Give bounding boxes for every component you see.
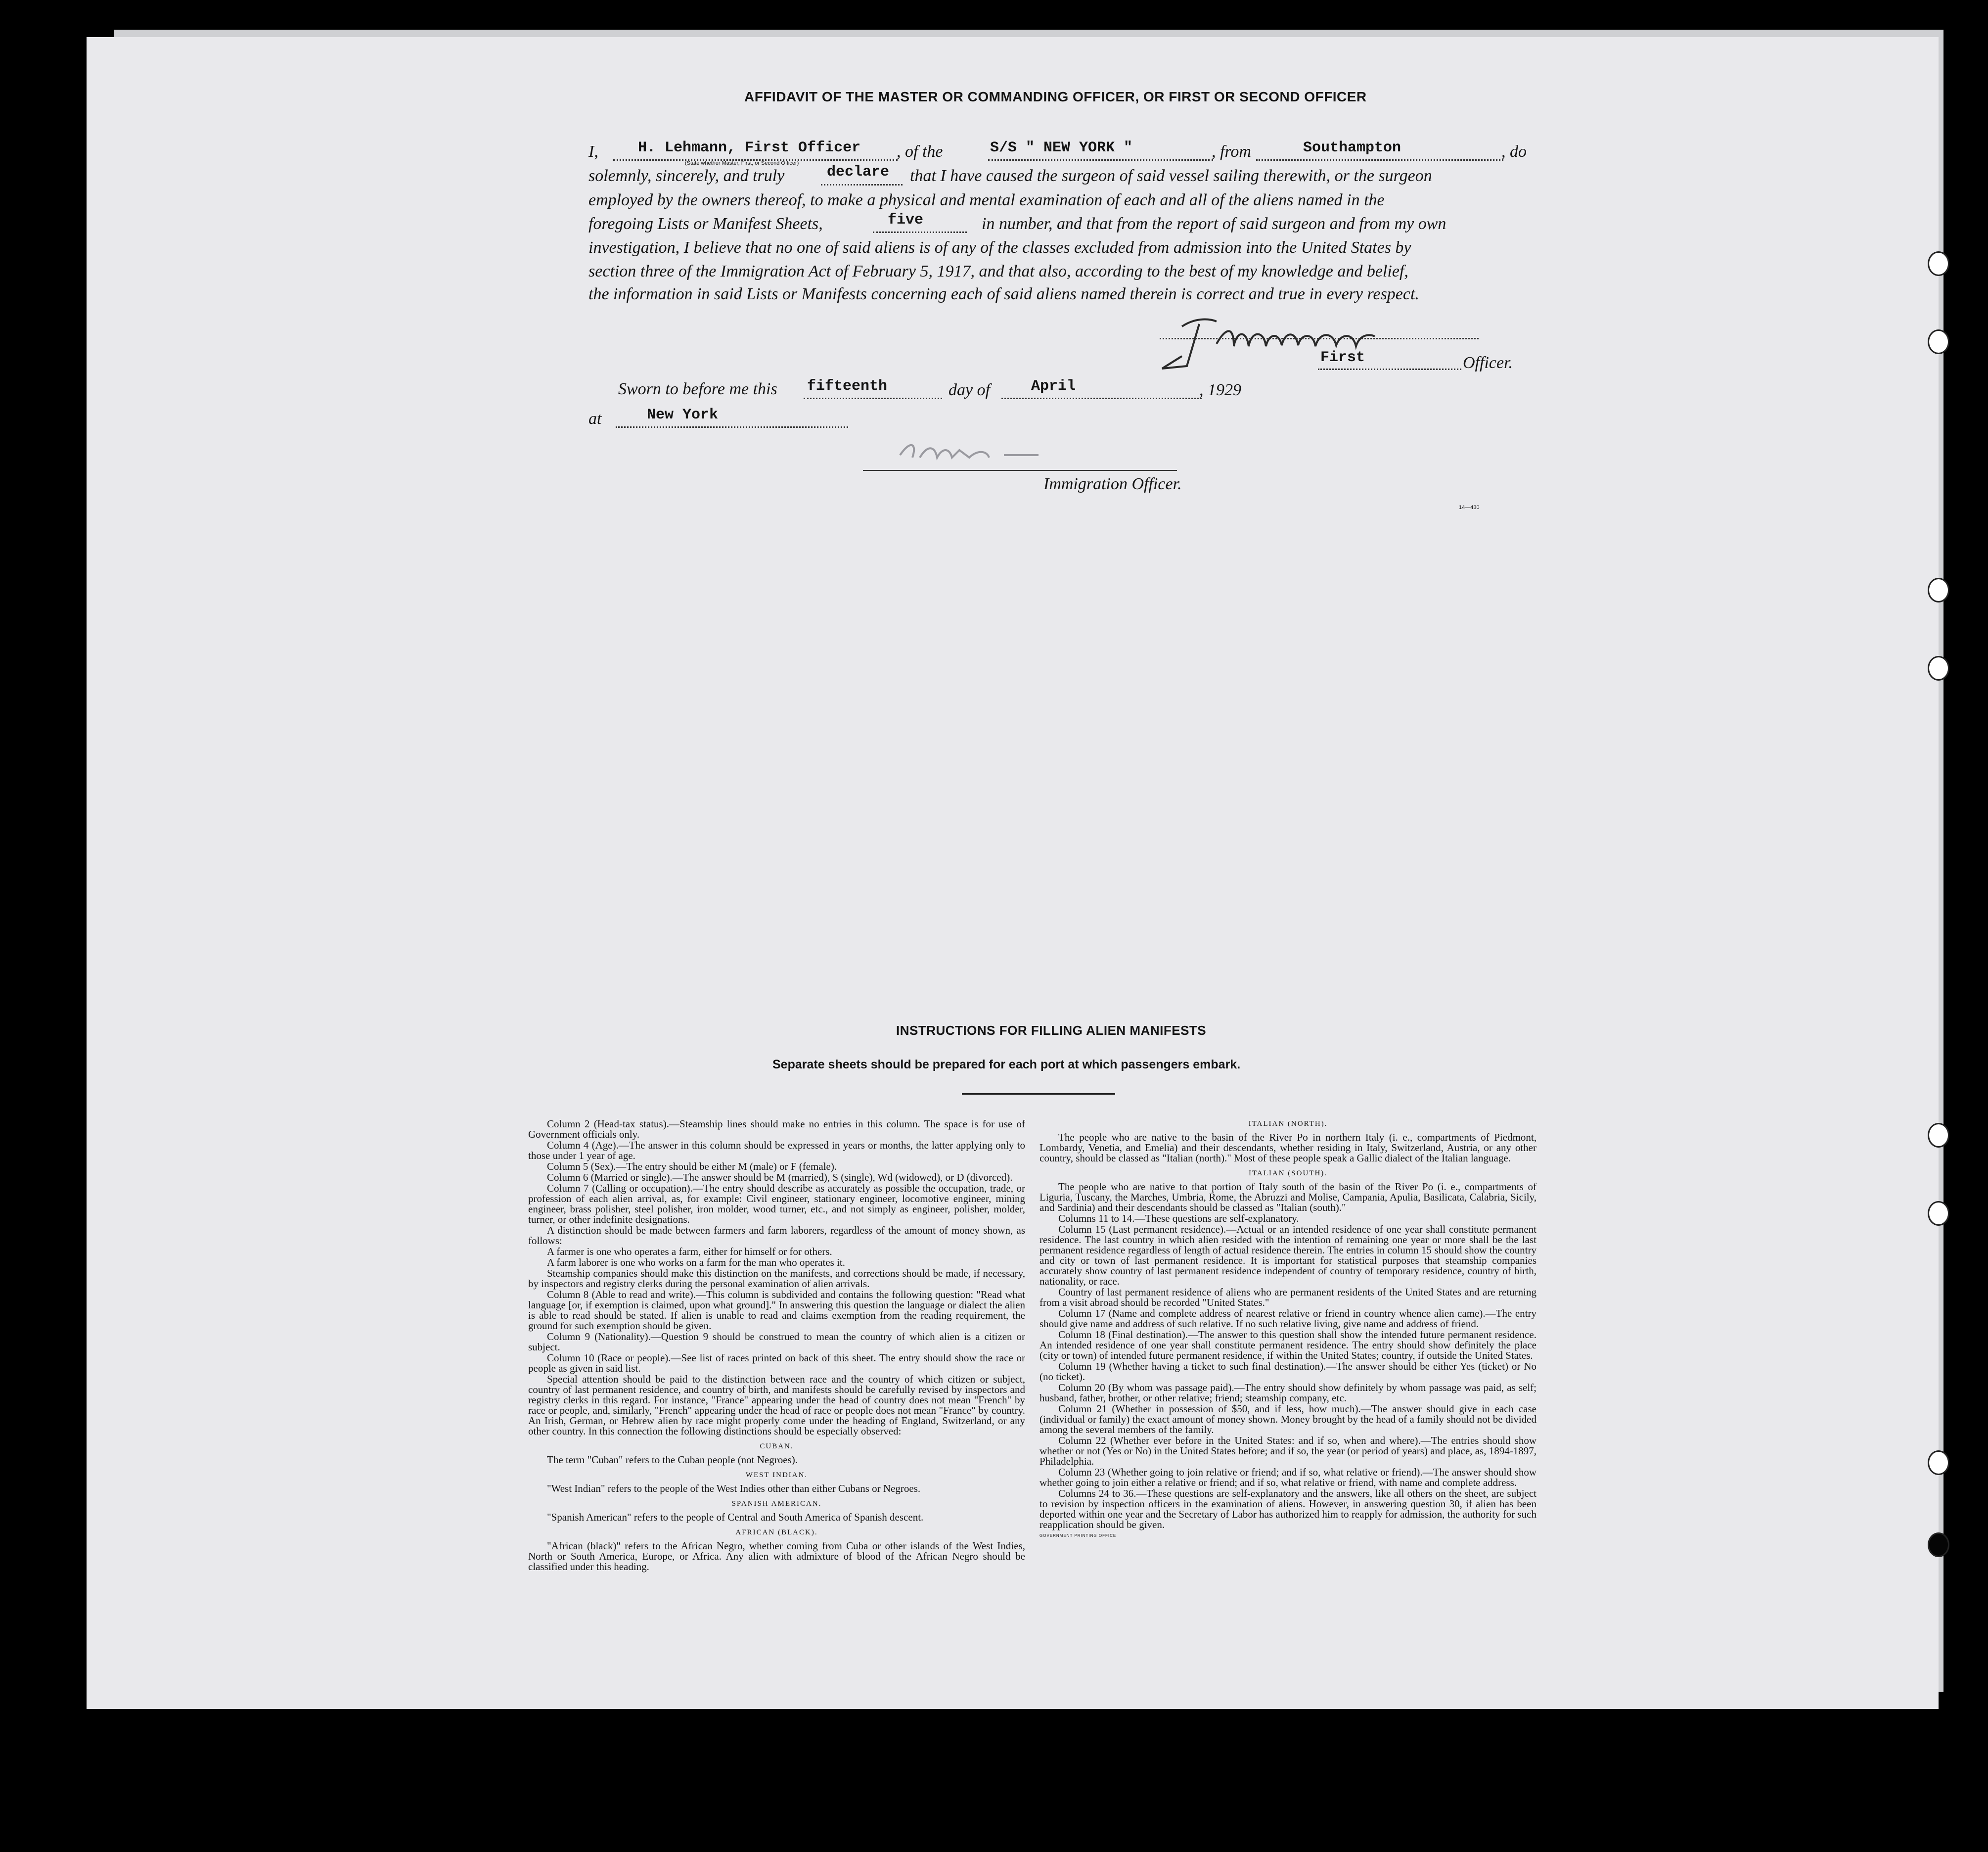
port-line bbox=[1256, 159, 1503, 161]
immigration-officer-signature bbox=[890, 435, 1068, 470]
officer-name: H. Lehmann, First Officer bbox=[638, 139, 861, 156]
instruction-paragraph: A farmer is one who operates a farm, either for himself or for others. bbox=[547, 1246, 832, 1257]
declare-line bbox=[821, 184, 903, 185]
instructions-left-column bbox=[528, 1119, 1025, 1573]
printer-mark: GOVERNMENT PRINTING OFFICE bbox=[1039, 1533, 1117, 1538]
affidavit-i: I, bbox=[588, 142, 598, 161]
punch-hole-icon bbox=[1928, 656, 1949, 681]
instruction-paragraph: Column 8 (Able to read and write).—This column is subdivided and contains the following question: "Read what language [or, if exemption is claimed, upon what ground]." In answering this question the language or dialect the alien is able to read should be stated. If alien is unable to read and claims exemption from the reading requirement, the ground for such exemption should be given. bbox=[528, 1289, 1025, 1332]
instruction-paragraph: The people who are native to the basin of the River Po in northern Italy (i. e., compartments of Piedmont, Lombardy, Venetia, and Emelia) and their descendants, whether residing in Italy, Switzerland, Austria, or any other country, should be classed as "Italian (north)." Most of these people speak a Gallic dialect of the Italian language. bbox=[1039, 1131, 1536, 1164]
ship-name-line bbox=[988, 159, 1213, 161]
sworn-year: , 1929 bbox=[1199, 381, 1241, 399]
instruction-paragraph: The people who are native to that portion of Italy south of the basin of the River Po (i. e., compartments of Liguria, Tuscany, the Marches, Umbria, Rome, the Abruzzi and Molise, Campania, Apulia, Basilicata, Calabria, Sicily, and Sardinia) and their descendants should be classed as "Italian (south)." bbox=[1039, 1181, 1536, 1213]
affidavit-line5: investigation, I believe that no one of said aliens is of any of the classes excluded from admission into the United States by bbox=[588, 238, 1411, 257]
instruction-paragraph: Columns 24 to 36.—These questions are self-explanatory and the answers, like all others on the sheet, are subject to revision by inspection officers in the examination of aliens. However, in answering question 30, if alien has been deported within one year and the Secretary of Labor has authorized him to reapply for admission, the authority for such reapplication should be given. bbox=[1039, 1487, 1536, 1530]
instruction-paragraph: The term "Cuban" refers to the Cuban people (not Negroes). bbox=[547, 1454, 798, 1466]
punch-hole-icon bbox=[1928, 1532, 1949, 1557]
instruction-paragraph: Column 20 (By whom was passage paid).—The entry should show definitely by whom passage was paid, as self; husband, father, brother, or other relative; friend; steamship company, etc. bbox=[1039, 1382, 1536, 1404]
officer-rank: First bbox=[1320, 349, 1365, 366]
instruction-paragraph: Columns 11 to 14.—These questions are self-explanatory. bbox=[1058, 1212, 1299, 1224]
instruction-paragraph: Column 5 (Sex).—The entry should be either M (male) or F (female). bbox=[547, 1160, 837, 1172]
instructions-subtitle: Separate sheets should be prepared for each port at which passengers embark. bbox=[772, 1058, 1241, 1071]
instruction-paragraph: "Spanish American" refers to the people of Central and South America of Spanish descent. bbox=[547, 1511, 924, 1523]
instruction-paragraph: Column 2 (Head-tax status).—Steamship lines should make no entries in this column. The space is for use of Government officials only. bbox=[528, 1118, 1025, 1140]
sheets-line bbox=[873, 232, 967, 233]
immigration-officer-line bbox=[863, 470, 1177, 471]
declare-word: declare bbox=[827, 164, 890, 181]
instructions-right-column bbox=[1039, 1119, 1536, 1541]
officer-signature-line bbox=[1160, 338, 1479, 339]
affidavit-line4-start: foregoing Lists or Manifest Sheets, bbox=[588, 215, 823, 233]
sworn-day: fifteenth bbox=[807, 378, 888, 395]
punch-hole-icon bbox=[1928, 329, 1949, 354]
instruction-paragraph: Column 9 (Nationality).—Question 9 should be construed to mean the country of which alien is a citizen or subject. bbox=[528, 1331, 1025, 1353]
at-label: at bbox=[588, 410, 602, 428]
instruction-paragraph: Column 10 (Race or people).—See list of races printed on back of this sheet. The entry should show the race or people as given in said list. bbox=[528, 1352, 1025, 1374]
instruction-paragraph: Country of last permanent residence of aliens who are permanent residents of the United States and are returning from a visit abroad should be recorded "United States." bbox=[1039, 1286, 1536, 1308]
affidavit-line4-rest: in number, and that from the report of said surgeon and from my own bbox=[982, 215, 1446, 233]
instruction-paragraph: "African (black)" refers to the African Negro, whether coming from Cuba or other islands of the West Indies, North or South America, Europe, or Africa. Any alien with admixture of blood of the African Negro should be classified under this heading. bbox=[528, 1540, 1025, 1573]
instruction-paragraph: Column 21 (Whether in possession of $50, and if less, how much).—The answer should give in each case (individual or family) the exact amount of money shown. Money brought by the head of a family should not be divided among the several members of the family. bbox=[1039, 1403, 1536, 1435]
affidavit-title: AFFIDAVIT OF THE MASTER OR COMMANDING OFFICER, OR FIRST OR SECOND OFFICER bbox=[744, 89, 1367, 104]
instruction-paragraph: Special attention should be paid to the distinction between race and the country of which citizen or subject, country of last permanent residence, and country of birth, and manifests should be carefully revised by inspectors and registry clerks in this regard. For instance, "France" appearing under the head of country does not mean "French" by race or people, and, similarly, "French" appearing under the head of race or people does not mean "France" by country. An Irish, German, or Hebrew alien by race might properly come under the heading of England, Switzerland, or any other country. In this connection the following distinctions should be especially observed: bbox=[528, 1373, 1025, 1437]
punch-hole-icon bbox=[1928, 251, 1949, 276]
affidavit-line2-rest: that I have caused the surgeon of said vessel sailing therewith, or the surgeon bbox=[910, 167, 1432, 185]
form-number: 14—430 bbox=[1459, 505, 1480, 510]
departure-port: Southampton bbox=[1303, 139, 1401, 156]
caption-west-indian: WEST INDIAN. bbox=[745, 1471, 808, 1479]
affidavit-line3: employed by the owners thereof, to make a physical and mental examination of each and all of the aliens named in the bbox=[588, 191, 1385, 209]
caption-cuban: CUBAN. bbox=[760, 1442, 794, 1450]
sworn-day-line bbox=[804, 398, 942, 399]
sworn-place-line bbox=[616, 426, 848, 428]
instructions-title: INSTRUCTIONS FOR FILLING ALIEN MANIFESTS bbox=[896, 1023, 1207, 1038]
instruction-paragraph: Column 4 (Age).—The answer in this column should be expressed in years or months, the latter applying only to those under 1 year of age. bbox=[528, 1139, 1025, 1161]
affidavit-line2-start: solemnly, sincerely, and truly bbox=[588, 167, 785, 185]
affidavit-line6: section three of the Immigration Act of February 5, 1917, and that also, according to the best of my knowledge and belief, bbox=[588, 262, 1408, 280]
sheet-count: five bbox=[888, 212, 924, 229]
officer-signature bbox=[1152, 307, 1429, 376]
instruction-paragraph: "West Indian" refers to the people of the West Indies other than either Cubans or Negroes. bbox=[547, 1482, 921, 1494]
caption-african: AFRICAN (BLACK). bbox=[735, 1528, 818, 1536]
sworn-month: April bbox=[1031, 378, 1076, 395]
immigration-officer-label: Immigration Officer. bbox=[1043, 475, 1182, 493]
sworn-place: New York bbox=[647, 407, 719, 423]
instruction-paragraph: Column 6 (Married or single).—The answer should be M (married), S (single), Wd (widowed), or D (divorced). bbox=[547, 1171, 1013, 1183]
caption-italian-south: ITALIAN (SOUTH). bbox=[1248, 1169, 1328, 1177]
affidavit-of-the: , of the bbox=[897, 142, 943, 161]
affidavit-do: , do bbox=[1501, 142, 1527, 161]
instruction-paragraph: Column 22 (Whether ever before in the United States: and if so, when and where).—The entries should show whether or not (Yes or No) in the United States before; and if so, the year (or period of years) and place, as, 1894-1897, Philadelphia. bbox=[1039, 1435, 1536, 1467]
rank-line bbox=[1318, 369, 1461, 370]
instruction-paragraph: Column 19 (Whether having a ticket to such final destination).—The answer should be either Yes (ticket) or No (no ticket). bbox=[1039, 1360, 1536, 1383]
officer-label: Officer. bbox=[1463, 354, 1513, 372]
instruction-paragraph: A farm laborer is one who works on a farm for the man who operates it. bbox=[547, 1256, 845, 1268]
instruction-paragraph: Steamship companies should make this distinction on the manifests, and corrections should be made, if necessary, by inspectors and registry clerks during the personal examination of alien arrivals. bbox=[528, 1267, 1025, 1290]
day-of-label: day of bbox=[949, 381, 991, 399]
instruction-paragraph: Column 7 (Calling or occupation).—The entry should describe as accurately as possible the occupation, trade, or profession of each alien arrival, as, for example: Civil engineer, stationary engineer, locomotive engineer, mining engineer, brass polisher, steel polisher, iron molder, wood turner, etc., and not simply as engineer, polisher, molder, turner, or other indefinite designations. bbox=[528, 1182, 1025, 1225]
instruction-paragraph: Column 17 (Name and complete address of nearest relative or friend in country whence alien came).—The entry should give name and address of such relative. If no such relative living, give name and address of friend. bbox=[1039, 1307, 1536, 1330]
punch-hole-icon bbox=[1928, 578, 1949, 602]
sworn-start: Sworn to before me this bbox=[618, 380, 777, 398]
caption-italian-north: ITALIAN (NORTH). bbox=[1248, 1120, 1328, 1128]
officer-note: (State whether Master, First, or Second Officer) bbox=[685, 160, 799, 166]
instruction-paragraph: Column 15 (Last permanent residence).—Actual or an intended residence of one year shall constitute permanent residence. The last country in which alien resided with the intention of remaining one year or more shall be the last permanent residence regardless of length of actual residence therein. The entries in column 15 should show the country and city or town of last permanent residence. It is important for statistical purposes that steamship companies accurately show country of last permanent residence independent of country of temporary residence, country of birth, nationality, or race. bbox=[1039, 1223, 1536, 1287]
sworn-month-line bbox=[1001, 398, 1202, 399]
instruction-paragraph: Column 23 (Whether going to join relative or friend; and if so, what relative or friend).—The answer should show whether going to join either a relative or friend; and if so, what relative or friend, with name and complete address. bbox=[1039, 1466, 1536, 1488]
punch-hole-icon bbox=[1928, 1123, 1949, 1148]
affidavit-from: , from bbox=[1212, 142, 1251, 161]
punch-hole-icon bbox=[1928, 1450, 1949, 1475]
caption-spanish-american: SPANISH AMERICAN. bbox=[731, 1500, 822, 1508]
ship-name: S/S " NEW YORK " bbox=[990, 139, 1133, 156]
instructions-rule bbox=[962, 1093, 1115, 1095]
affidavit-line7: the information in said Lists or Manifests concerning each of said aliens named therein is correct and true in every respect. bbox=[588, 285, 1419, 303]
instruction-paragraph: A distinction should be made between farmers and farm laborers, regardless of the amount of money shown, as follows: bbox=[528, 1224, 1025, 1247]
instruction-paragraph: Column 18 (Final destination).—The answer to this question shall show the intended future permanent residence. An intended residence of one year shall constitute permanent residence. The entry should show definitely the place (city or town) of intended future permanent residence, if within the United States; country, if outside the United States. bbox=[1039, 1329, 1536, 1361]
punch-hole-icon bbox=[1928, 1201, 1949, 1226]
